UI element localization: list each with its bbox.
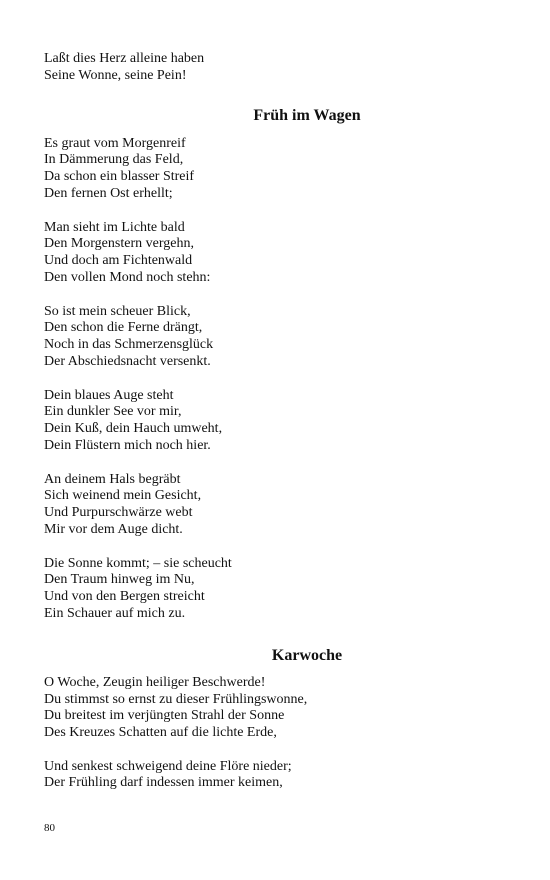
verse-line: Ein Schauer auf mich zu. [44,605,186,621]
poem-stanza [44,675,514,742]
verse-line: So ist mein scheuer Blick, [44,303,191,319]
verse-line: Du stimmst so ernst zu dieser Frühlingswonne, [44,691,308,707]
poem-stanza [44,220,514,287]
verse-line: Seine Wonne, seine Pein! [44,67,187,83]
verse-line: Der Abschiedsnacht versenkt. [44,353,211,369]
poem-stanza [44,304,514,371]
poem-stanza [44,759,514,793]
verse-line: Dein Flüstern mich noch hier. [44,437,211,453]
verse-line: Es graut vom Morgenreif [44,135,186,151]
verse-line: Dein blaues Auge steht [44,387,174,403]
verse-line: Die Sonne kommt; – sie scheucht [44,555,232,571]
verse-line: Und senkest schweigend deine Flöre nieder; [44,758,292,774]
poem-stanza [44,472,514,539]
stanza-gap [44,539,514,556]
verse-line: Den vollen Mond noch stehn: [44,269,211,285]
page-text [44,51,514,792]
verse-line: In Dämmerung das Feld, [44,152,184,168]
verse-line: Sich weinend mein Gesicht, [44,488,202,504]
verse-line: Des Kreuzes Schatten auf die lichte Erde, [44,725,277,741]
poem-stanza [44,388,514,455]
verse-line: Da schon ein blasser Streif [44,169,195,185]
verse-line: Mir vor dem Auge dicht. [44,521,183,537]
verse-line: Man sieht im Lichte bald [44,219,185,235]
poem-title: Karwoche [271,646,343,664]
stanza-gap [44,742,514,759]
poem-fragment [44,51,514,85]
verse-line: Dein Kuß, dein Hauch umweht, [44,421,223,437]
verse-line: Ein dunkler See vor mir, [44,404,182,420]
verse-line: An deinem Hals begräbt [44,471,181,487]
verse-line: O Woche, Zeugin heiliger Beschwerde! [44,674,266,690]
verse-line: Den Morgenstern vergehn, [44,236,194,252]
verse-line: Und von den Bergen streicht [44,589,205,605]
verse-line: Den Traum hinweg im Nu, [44,572,195,588]
verse-line: Du breitest im verjüngten Strahl der Sonne [44,708,285,724]
poem-title: Früh im Wagen [253,106,361,124]
verse-line: Den schon die Ferne drängt, [44,320,203,336]
stanza-gap [44,455,514,472]
verse-line: Der Frühling darf indessen immer keimen, [44,775,283,791]
verse-line: Und Purpurschwärze webt [44,505,193,521]
verse-line: Den fernen Ost erhellt; [44,185,173,201]
verse-line: Laßt dies Herz alleine haben [44,51,205,66]
verse-line: Noch in das Schmerzensglück [44,337,214,353]
stanza-gap [44,203,514,220]
stanza-gap [44,287,514,304]
verse-line: Und doch am Fichtenwald [44,253,193,269]
page-number: 80 [44,822,55,834]
stanza-gap [44,371,514,388]
poem-stanza [44,556,514,623]
poem-stanza [44,136,514,203]
